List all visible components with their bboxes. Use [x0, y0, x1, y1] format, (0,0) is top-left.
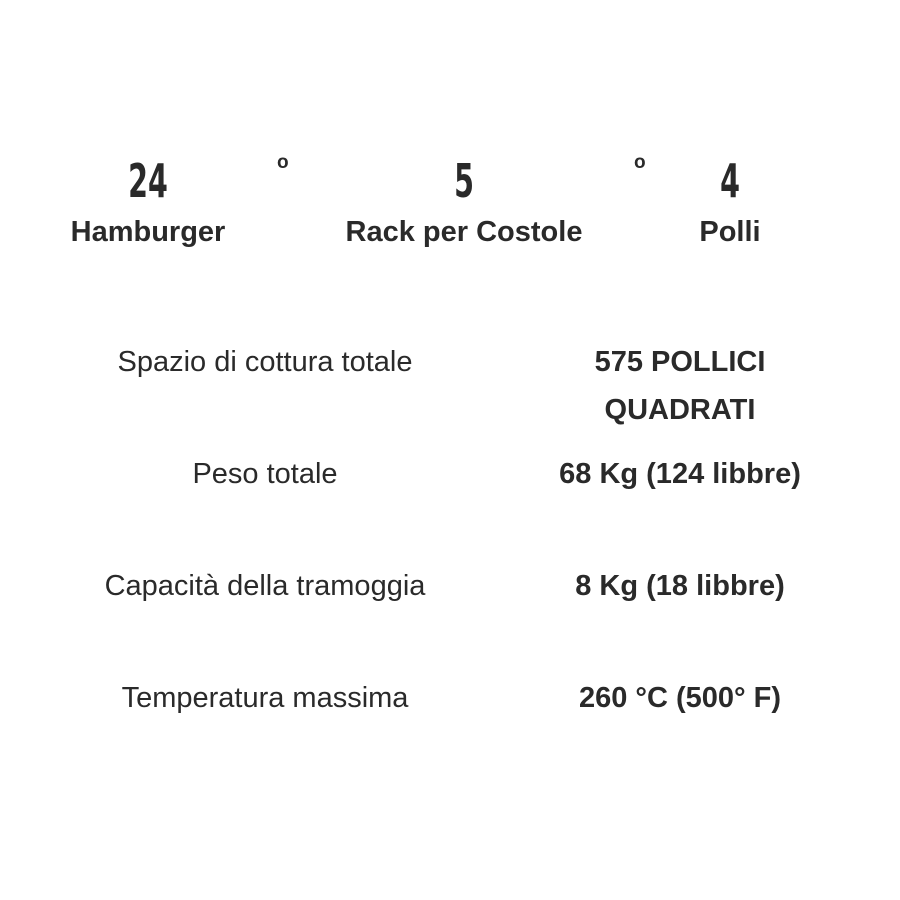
- capacity-number: 4: [720, 154, 740, 208]
- spec-label-hopper: Capacità della tramoggia: [104, 570, 426, 602]
- capacity-separator: o: [277, 152, 289, 173]
- capacity-label: Hamburger: [70, 216, 226, 248]
- spec-value-cooking-space: 575 POLLICI QUADRATI: [594, 346, 766, 426]
- spec-label-cooking-space: Spazio di cottura totale: [117, 346, 413, 378]
- capacity-label: Polli: [699, 216, 761, 248]
- capacity-label: Rack per Costole: [345, 216, 583, 248]
- spec-label-max-temp: Temperatura massima: [121, 682, 409, 714]
- spec-label-weight: Peso totale: [192, 458, 338, 490]
- capacity-number: 24: [128, 154, 168, 208]
- capacity-number: 5: [454, 154, 474, 208]
- spec-value-max-temp: 260 °C (500° F): [578, 682, 782, 714]
- spec-value-hopper: 8 Kg (18 libbre): [575, 570, 785, 602]
- capacity-separator: o: [634, 152, 646, 173]
- spec-value-weight: 68 Kg (124 libbre): [559, 458, 801, 490]
